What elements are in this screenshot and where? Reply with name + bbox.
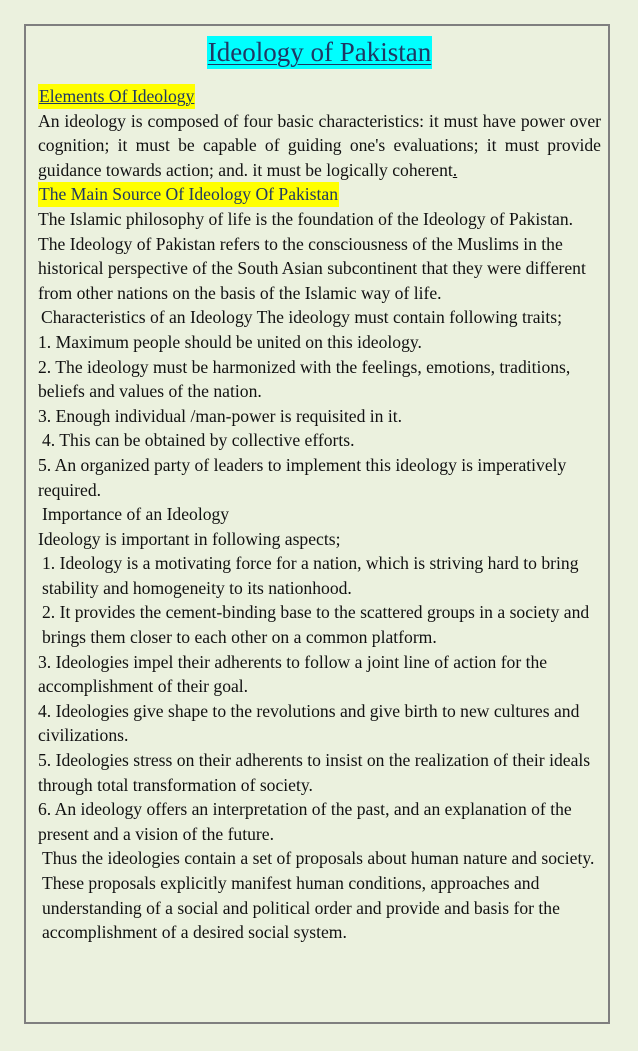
source-heading: The Main Source Of Ideology Of Pakistan (38, 182, 339, 207)
elements-text: An ideology is composed of four basic characteristics: it must have power over cognition; it must be capable of guiding one's evaluations; it must provide guidance towards action; and. it must be logically coherent (38, 110, 601, 180)
characteristics-item-5: 5. An organized party of leaders to implement this ideology is imperatively required. (38, 454, 567, 500)
characteristics-item-3: 3. Enough individual /man-power is requisited in it. (38, 405, 403, 426)
conclusion-paragraph: Thus the ideologies contain a set of proposals about human nature and society. These proposals explicitly manifest human conditions, approaches and understanding of a social and political order and provide and basis for the accomplishment of a desired social system. (42, 848, 595, 943)
characteristics-item-4: 4. This can be obtained by collective efforts. (42, 430, 355, 451)
importance-intro: Ideology is important in following aspects; (38, 528, 341, 549)
characteristics-item-1: 1. Maximum people should be united on this ideology. (38, 331, 422, 352)
importance-item-5: 5. Ideologies stress on their adherents to insist on the realization of their ideals through total transformation of society. (38, 750, 591, 795)
source-paragraph: The Islamic philosophy of life is the foundation of the Ideology of Pakistan. The Ideology of Pakistan refers to the consciousness of the Muslims in the historical perspective of the South Asian subcontinent that they were different from other nations on the basis of the Islamic way of life. (38, 208, 586, 303)
source-heading-row (38, 182, 601, 207)
characteristics-intro: Characteristics of an Ideology The ideology must contain following traits; (41, 307, 563, 328)
importance-item-4: 4. Ideologies give shape to the revolutions and give birth to new cultures and civilizations. (38, 700, 580, 746)
importance-item-1: 1. Ideology is a motivating force for a nation, which is striving hard to bring stability and homogeneity to its nationhood. (42, 553, 579, 598)
elements-text-end: . (452, 159, 458, 180)
page-title: Ideology of Pakistan (207, 37, 432, 67)
elements-heading: Elements Of Ideology (38, 84, 195, 109)
importance-heading: Importance of an Ideology (42, 504, 230, 525)
elements-heading-row (38, 84, 601, 109)
elements-paragraph (38, 109, 601, 183)
document-body (38, 36, 601, 945)
importance-item-3: 3. Ideologies impel their adherents to follow a joint line of action for the accomplishment of their goal. (38, 651, 548, 697)
characteristics-item-2: 2. The ideology must be harmonized with the feelings, emotions, traditions, beliefs and values of the nation. (38, 356, 571, 402)
title-wrapper (38, 36, 601, 72)
importance-item-6: 6. An ideology offers an interpretation of the past, and an explanation of the present and a vision of the future. (38, 799, 572, 844)
importance-item-2: 2. It provides the cement-binding base to the scattered groups in a society and brings them closer to each other on a common platform. (42, 602, 590, 648)
